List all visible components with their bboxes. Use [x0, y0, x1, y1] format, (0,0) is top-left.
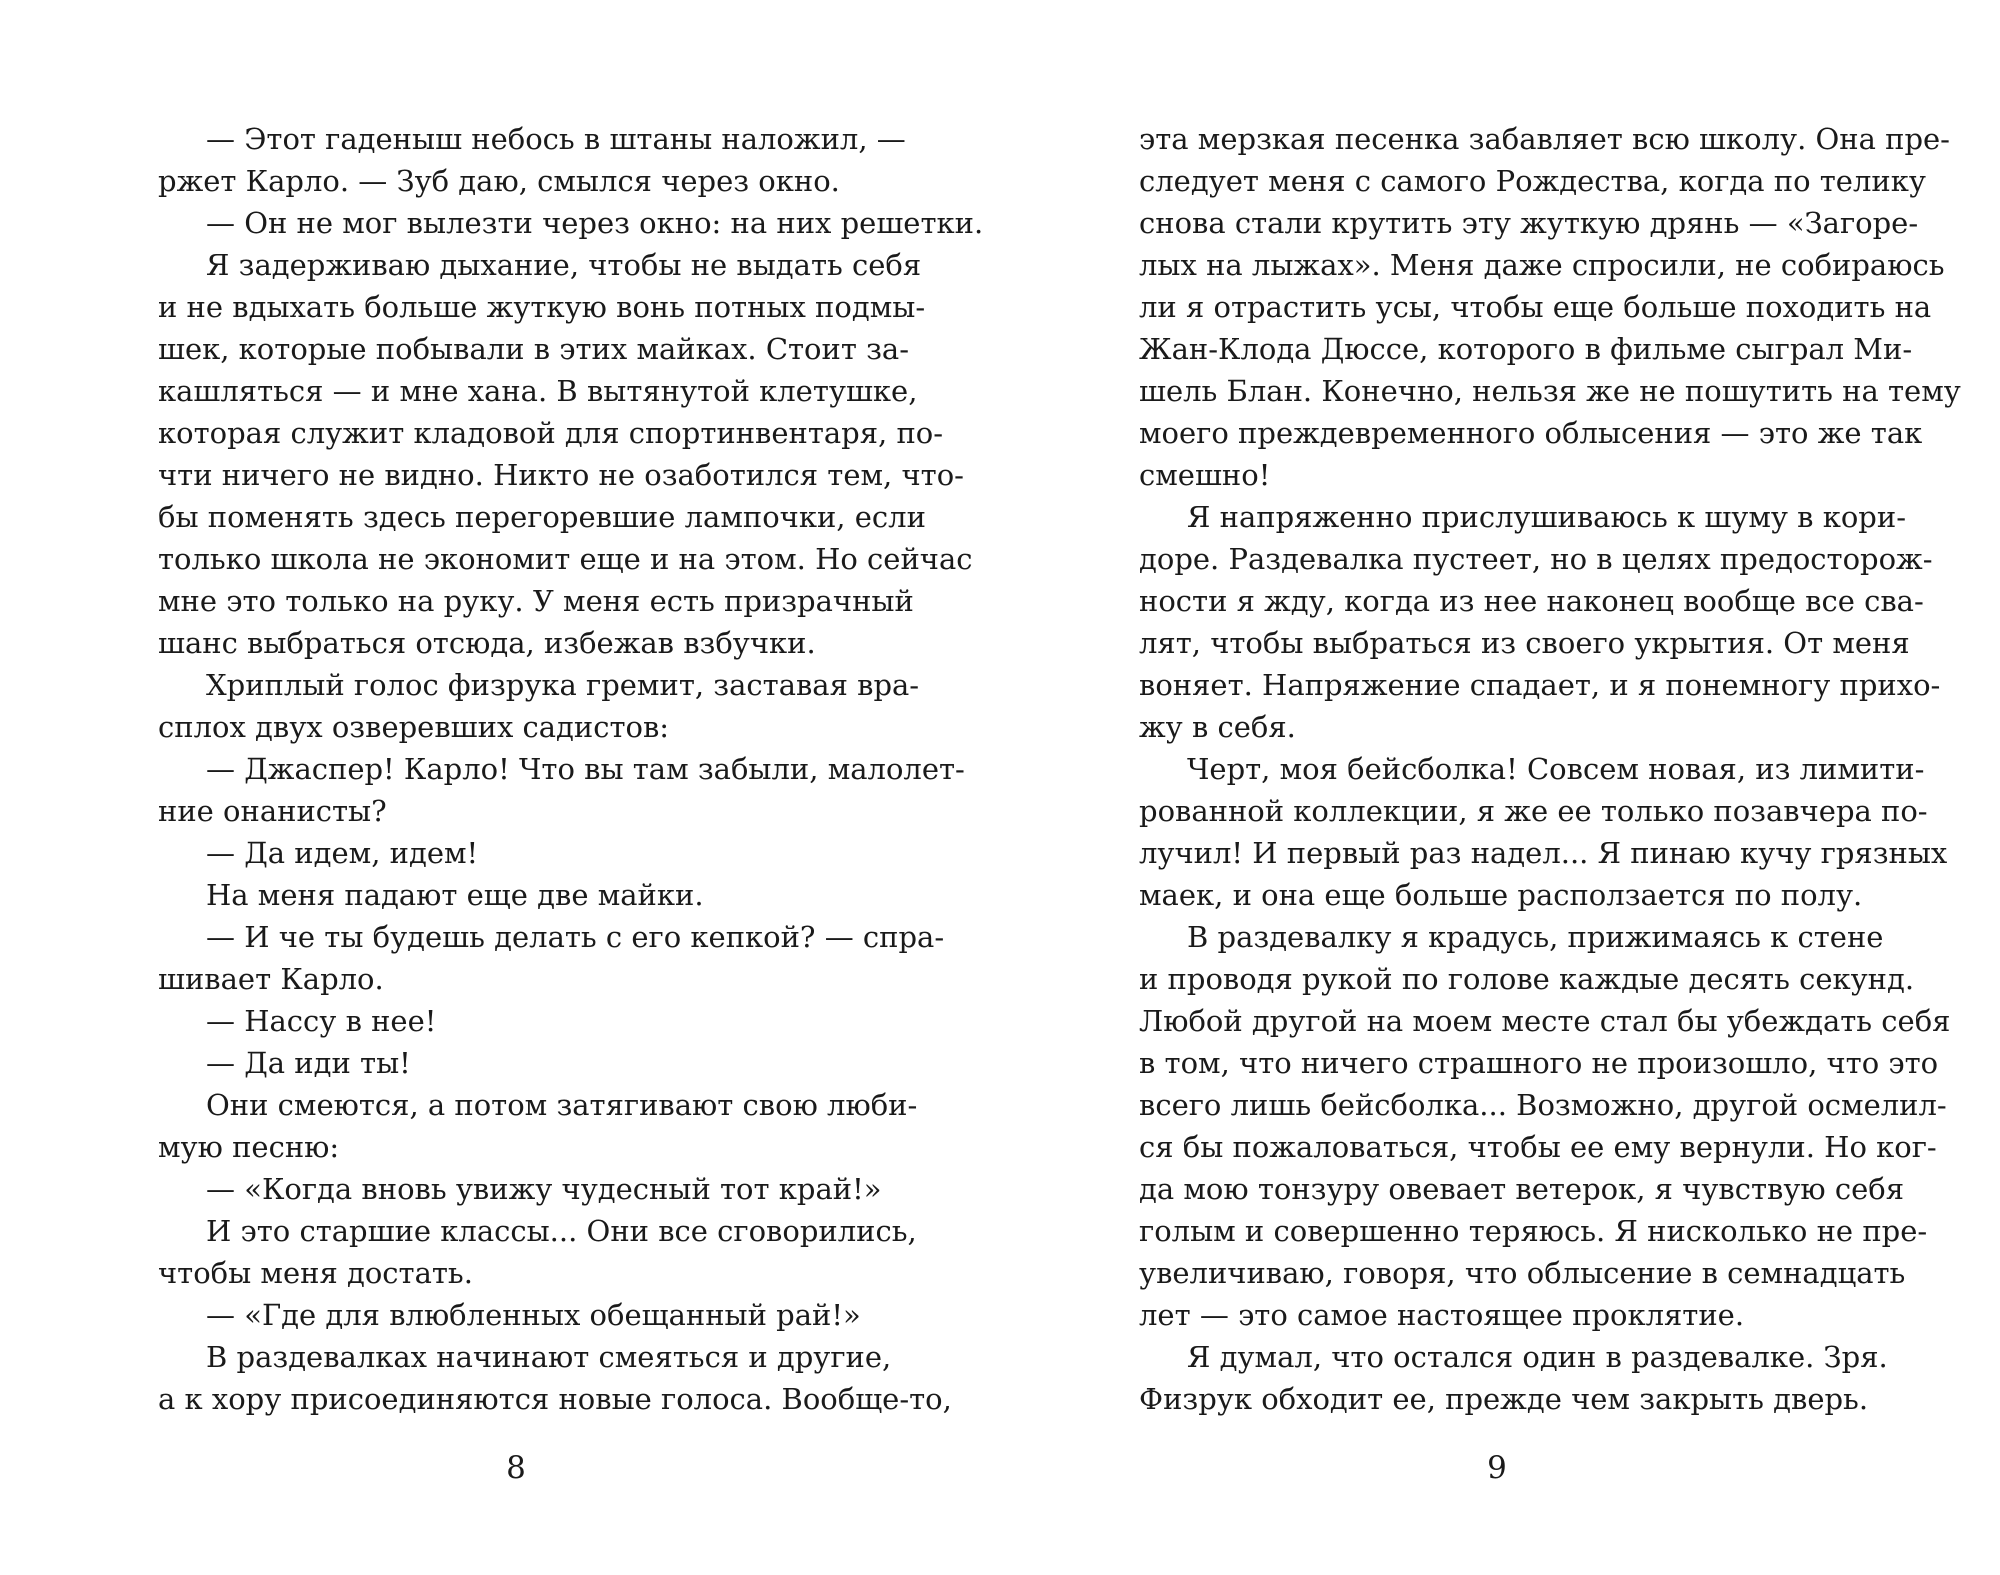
text-line: мне это только на руку. У меня есть призрачный	[158, 584, 914, 618]
text-line: сплох двух озверевших садистов:	[158, 710, 670, 744]
text-line: Я задерживаю дыхание, чтобы не выдать себя	[206, 248, 922, 282]
text-line: — Нассу в нее!	[206, 1004, 437, 1038]
text-line: На меня падают еще две майки.	[206, 878, 704, 912]
text-line: — И че ты будешь делать с его кепкой? — спра-	[206, 920, 945, 954]
text-line: доре. Раздевалка пустеет, но в целях предосторож-	[1139, 542, 1933, 576]
text-line: — Этот гаденыш небось в штаны наложил, —	[206, 122, 906, 156]
text-line: да мою тонзуру овевает ветерок, я чувствую себя	[1139, 1172, 1905, 1206]
text-line: лет — это самое настоящее проклятие.	[1139, 1298, 1745, 1332]
text-line: рованной коллекции, я же ее только позавчера по-	[1139, 794, 1928, 828]
text-line: Любой другой на моем месте стал бы убеждать себя	[1139, 1004, 1951, 1038]
text-line: шель Блан. Конечно, нельзя же не пошутить на тему	[1139, 374, 1961, 408]
text-line: В раздевалку я крадусь, прижимаясь к стене	[1187, 920, 1884, 954]
text-line: лых на лыжах». Меня даже спросили, не собираюсь	[1139, 248, 1945, 282]
text-line: и проводя рукой по голове каждые десять секунд.	[1139, 962, 1915, 996]
text-line: всего лишь бейсболка... Возможно, другой осмелил-	[1139, 1088, 1947, 1122]
text-line: — «Когда вновь увижу чудесный тот край!»	[206, 1172, 882, 1206]
text-line: ности я жду, когда из нее наконец вообще все сва-	[1139, 584, 1924, 618]
text-line: а к хору присоединяются новые голоса. Вообще-то,	[158, 1382, 952, 1416]
text-line: моего преждевременного облысения — это же так	[1139, 416, 1923, 450]
text-line: снова стали крутить эту жуткую дрянь — «Загоре-	[1139, 206, 1919, 240]
text-line: маек, и она еще больше расползается по полу.	[1139, 878, 1863, 912]
text-line: увеличиваю, говоря, что облысение в семнадцать	[1139, 1256, 1906, 1290]
text-line: — «Где для влюбленных обещанный рай!»	[206, 1298, 861, 1332]
text-line: ли я отрастить усы, чтобы еще больше походить на	[1139, 290, 1932, 324]
left-page-text	[158, 118, 984, 1420]
text-line: ние онанисты?	[158, 794, 387, 828]
page-number-right: 9	[1487, 1450, 1507, 1486]
text-line: эта мерзкая песенка забавляет всю школу. Она пре-	[1139, 122, 1950, 156]
text-line: Хриплый голос физрука гремит, заставая вра-	[206, 668, 920, 702]
text-line: — Джаспер! Карло! Что вы там забыли, малолет-	[206, 752, 965, 786]
text-line: Они смеются, а потом затягивают свою люби-	[206, 1088, 918, 1122]
text-line: И это старшие классы... Они все сговорились,	[206, 1214, 917, 1248]
text-line: Черт, моя бейсболка! Совсем новая, из лимити-	[1187, 752, 1925, 786]
text-line: Я напряженно прислушиваюсь к шуму в кори-	[1187, 500, 1906, 534]
text-line: шивает Карло.	[158, 962, 384, 996]
text-line: ся бы пожаловаться, чтобы ее ему вернули. Но ког-	[1139, 1130, 1937, 1164]
text-line: Физрук обходит ее, прежде чем закрыть дверь.	[1139, 1382, 1869, 1416]
text-line: в том, что ничего страшного не произошло, что это	[1139, 1046, 1939, 1080]
text-line: бы поменять здесь перегоревшие лампочки, если	[158, 500, 926, 534]
text-line: следует меня с самого Рождества, когда по телику	[1139, 164, 1926, 198]
text-line: которая служит кладовой для спортинвентаря, по-	[158, 416, 944, 450]
text-line: ржет Карло. — Зуб даю, смылся через окно.	[158, 164, 840, 198]
text-line: чти ничего не видно. Никто не озаботился тем, что-	[158, 458, 964, 492]
text-line: воняет. Напряжение спадает, и я понемногу прихо-	[1139, 668, 1941, 702]
text-line: лучил! И первый раз надел... Я пинаю кучу грязных	[1139, 836, 1948, 870]
text-line: В раздевалках начинают смеяться и другие,	[206, 1340, 892, 1374]
text-line: и не вдыхать больше жуткую вонь потных подмы-	[158, 290, 926, 324]
text-line: мую песню:	[158, 1130, 340, 1164]
text-line: Я думал, что остался один в раздевалке. Зря.	[1187, 1340, 1888, 1374]
text-line: кашляться — и мне хана. В вытянутой клетушке,	[158, 374, 918, 408]
text-line: шанс выбраться отсюда, избежав взбучки.	[158, 626, 816, 660]
text-line: чтобы меня достать.	[158, 1256, 473, 1290]
text-line: — Он не мог вылезти через окно: на них решетки.	[206, 206, 984, 240]
text-line: голым и совершенно теряюсь. Я нисколько не пре-	[1139, 1214, 1928, 1248]
text-line: шек, которые побывали в этих майках. Стоит за-	[158, 332, 910, 366]
right-page-text	[1139, 118, 1961, 1420]
text-line: только школа не экономит еще и на этом. Но сейчас	[158, 542, 973, 576]
text-line: — Да идем, идем!	[206, 836, 479, 870]
text-line: смешно!	[1139, 458, 1271, 492]
text-line: жу в себя.	[1139, 710, 1296, 744]
text-line: — Да иди ты!	[206, 1046, 411, 1080]
text-line: лят, чтобы выбраться из своего укрытия. От меня	[1139, 626, 1910, 660]
text-line: Жан-Клода Дюссе, которого в фильме сыграл Ми-	[1139, 332, 1913, 366]
page-number-left: 8	[506, 1450, 526, 1486]
